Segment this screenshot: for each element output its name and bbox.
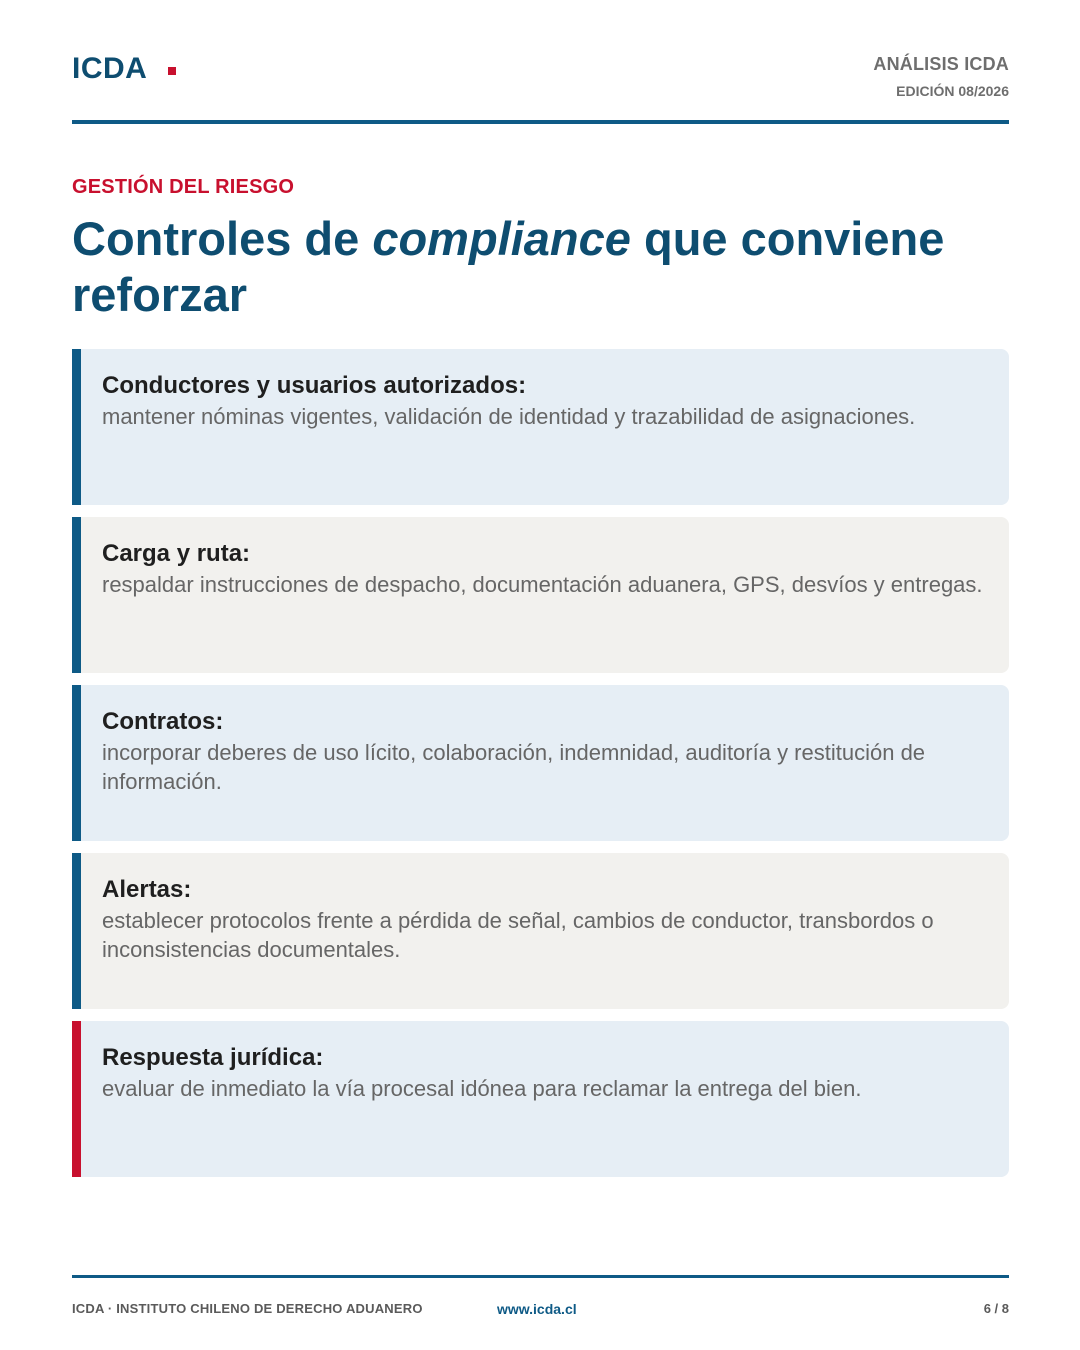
card-text: mantener nóminas vigentes, validación de identidad y trazabilidad de asignaciones. xyxy=(102,404,916,429)
card-contratos xyxy=(72,685,1009,841)
card-title: Carga y ruta: xyxy=(102,540,251,567)
page-number: 6 / 8 xyxy=(983,1301,1009,1316)
card-respuesta-juridica xyxy=(72,1021,1009,1177)
card-carga xyxy=(72,517,1009,673)
edition-label: EDICIÓN 08/2026 xyxy=(896,83,1009,99)
card-title: Contratos: xyxy=(102,708,224,735)
title-italic: compliance xyxy=(372,212,631,265)
page-title xyxy=(72,211,1009,323)
title-part-1: Controles de xyxy=(72,212,373,265)
logo: ICDA xyxy=(72,52,148,85)
card-text: evaluar de inmediato la vía procesal idónea para reclamar la entrega del bien. xyxy=(102,1076,862,1101)
title-part-2: que conviene reforzar xyxy=(72,212,945,321)
card-title: Respuesta jurídica: xyxy=(102,1044,324,1071)
card-title: Alertas: xyxy=(102,876,192,903)
header-meta xyxy=(873,54,1009,99)
card-text: respaldar instrucciones de despacho, documentación aduanera, GPS, desvíos y entregas. xyxy=(102,572,983,597)
card-text: incorporar deberes de uso lícito, colaboración, indemnidad, auditoría y restitución de información. xyxy=(102,740,926,794)
card-conductores xyxy=(72,349,1009,505)
page-header xyxy=(72,48,1009,124)
section-kicker: GESTIÓN DEL RIESGO xyxy=(72,176,295,198)
footer-website-link[interactable]: www.icda.cl xyxy=(497,1301,577,1317)
page-footer xyxy=(72,1275,1009,1320)
card-text: establecer protocolos frente a pérdida de señal, cambios de conductor, transbordos o inconsistencias documentales. xyxy=(102,908,934,962)
card-title: Conductores y usuarios autorizados: xyxy=(102,372,527,399)
card-alertas xyxy=(72,853,1009,1009)
footer-organization: ICDA · INSTITUTO CHILENO DE DERECHO ADUANERO xyxy=(72,1301,423,1316)
series-title: ANÁLISIS ICDA xyxy=(873,54,1009,74)
logo-square-icon xyxy=(168,67,176,75)
